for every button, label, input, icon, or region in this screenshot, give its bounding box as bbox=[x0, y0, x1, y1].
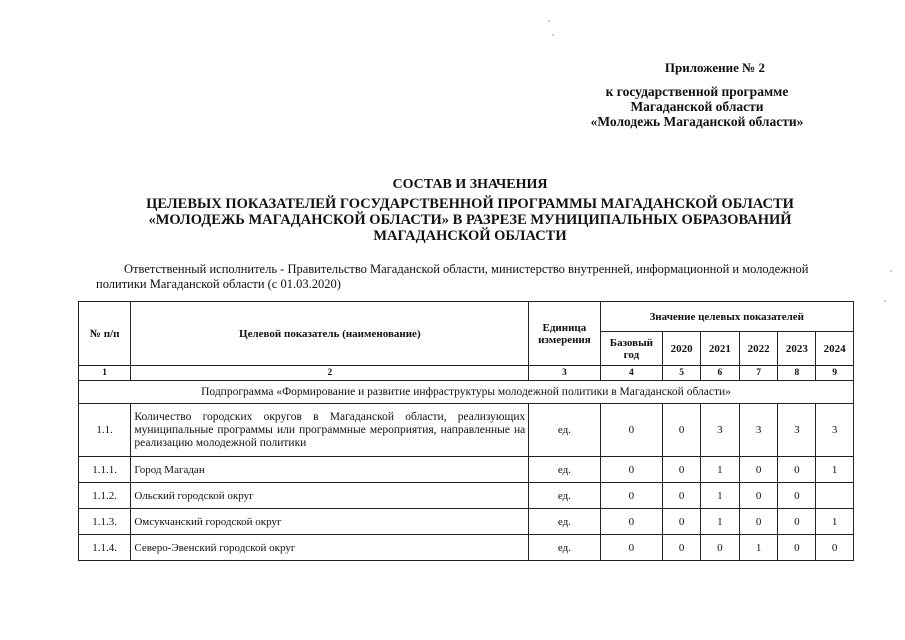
row-value: 1 bbox=[739, 535, 778, 561]
row-value: 0 bbox=[701, 535, 740, 561]
row-value: 0 bbox=[663, 457, 701, 483]
subprogram-row bbox=[79, 381, 854, 404]
appendix-line-2: Магаданской области bbox=[630, 99, 764, 114]
row-value: 1 bbox=[701, 509, 740, 535]
row-value: 0 bbox=[663, 509, 701, 535]
header-values-group: Значение целевых показателей bbox=[600, 302, 854, 332]
row-name: Количество городских округов в Магаданской области, реализующих муниципальные программы или программные мероприятия, направленные на реализацию молодежной политики bbox=[131, 404, 529, 457]
row-value: 0 bbox=[778, 483, 816, 509]
scan-speck bbox=[890, 270, 892, 272]
index-cell: 8 bbox=[778, 366, 816, 381]
table-row bbox=[79, 404, 854, 457]
appendix-number: Приложение № 2 bbox=[664, 60, 765, 75]
row-num: 1.1.3. bbox=[79, 509, 131, 535]
header-num: № п/п bbox=[79, 302, 131, 366]
header-name: Целевой показатель (наименование) bbox=[131, 302, 529, 366]
row-unit: ед. bbox=[529, 457, 600, 483]
row-value: 0 bbox=[600, 483, 663, 509]
row-value: 0 bbox=[778, 509, 816, 535]
row-value: 1 bbox=[701, 483, 740, 509]
appendix-line-3: «Молодежь Магаданской области» bbox=[590, 114, 804, 129]
row-num: 1.1. bbox=[79, 404, 131, 457]
scan-speck bbox=[884, 300, 886, 302]
row-unit: ед. bbox=[529, 404, 600, 457]
scan-speck bbox=[552, 34, 554, 36]
row-value: 3 bbox=[778, 404, 816, 457]
appendix-block bbox=[555, 60, 815, 76]
row-num: 1.1.2. bbox=[79, 483, 131, 509]
row-value: 0 bbox=[600, 535, 663, 561]
scan-speck bbox=[548, 20, 550, 22]
index-cell: 9 bbox=[816, 366, 854, 381]
index-cell: 5 bbox=[663, 366, 701, 381]
table-row bbox=[79, 535, 854, 561]
document-subtitle: ЦЕЛЕВЫХ ПОКАЗАТЕЛЕЙ ГОСУДАРСТВЕННОЙ ПРОГРАММЫ МАГАДАНСКОЙ ОБЛАСТИ «МОЛОДЕЖЬ МАГАДАНСКОЙ ОБЛАСТИ» В РАЗРЕЗЕ МУНИЦИПАЛЬНЫХ ОБРАЗОВАНИЙ МАГАДАНСКОЙ ОБЛАСТИ bbox=[146, 196, 794, 244]
header-year-2023: 2023 bbox=[778, 332, 816, 366]
subprogram-title: Подпрограмма «Формирование и развитие инфраструктуры молодежной политики в Магаданской области» bbox=[79, 381, 854, 404]
row-value: 0 bbox=[739, 457, 778, 483]
row-value: 1 bbox=[701, 457, 740, 483]
document-title: СОСТАВ И ЗНАЧЕНИЯ bbox=[392, 177, 548, 192]
table-row bbox=[79, 483, 854, 509]
row-value: 3 bbox=[739, 404, 778, 457]
row-name: Ольский городской округ bbox=[131, 483, 529, 509]
row-value: 0 bbox=[600, 509, 663, 535]
row-name: Северо-Эвенский городской округ bbox=[131, 535, 529, 561]
row-value: 0 bbox=[778, 535, 816, 561]
header-year-2022: 2022 bbox=[739, 332, 778, 366]
responsible-executor: Ответственный исполнитель - Правительство Магаданской области, министерство внутренней, информационной и молодежной политики Магаданской области (с 01.03.2020) bbox=[96, 262, 809, 291]
row-value: 0 bbox=[663, 404, 701, 457]
row-value: 3 bbox=[701, 404, 740, 457]
row-value: 0 bbox=[739, 509, 778, 535]
row-value: 1 bbox=[816, 509, 854, 535]
row-num: 1.1.1. bbox=[79, 457, 131, 483]
index-cell: 3 bbox=[529, 366, 600, 381]
row-name: Город Магадан bbox=[131, 457, 529, 483]
row-value: 0 bbox=[600, 404, 663, 457]
appendix-line-1: к государственной программе bbox=[605, 84, 789, 99]
row-value: 3 bbox=[816, 404, 854, 457]
index-cell: 2 bbox=[131, 366, 529, 381]
row-value: 0 bbox=[816, 535, 854, 561]
index-cell: 6 bbox=[701, 366, 740, 381]
table-row bbox=[79, 457, 854, 483]
header-year-2020: 2020 bbox=[663, 332, 701, 366]
row-num: 1.1.4. bbox=[79, 535, 131, 561]
row-name: Омсукчанский городской округ bbox=[131, 509, 529, 535]
column-index-row bbox=[79, 366, 854, 381]
header-unit: Единица измерения bbox=[529, 302, 600, 366]
row-value: 0 bbox=[739, 483, 778, 509]
header-base-year: Базовый год bbox=[600, 332, 663, 366]
table-row bbox=[79, 509, 854, 535]
row-unit: ед. bbox=[529, 483, 600, 509]
appendix-subtitle bbox=[567, 84, 827, 129]
row-value: 0 bbox=[663, 535, 701, 561]
header-year-2021: 2021 bbox=[701, 332, 740, 366]
row-value: 1 bbox=[816, 457, 854, 483]
index-cell: 7 bbox=[739, 366, 778, 381]
row-value: 0 bbox=[778, 457, 816, 483]
row-value: 0 bbox=[600, 457, 663, 483]
index-cell: 1 bbox=[79, 366, 131, 381]
row-unit: ед. bbox=[529, 535, 600, 561]
indicators-table bbox=[78, 301, 854, 561]
header-year-2024: 2024 bbox=[816, 332, 854, 366]
row-unit: ед. bbox=[529, 509, 600, 535]
row-value: 0 bbox=[663, 483, 701, 509]
row-value bbox=[816, 483, 854, 509]
index-cell: 4 bbox=[600, 366, 663, 381]
